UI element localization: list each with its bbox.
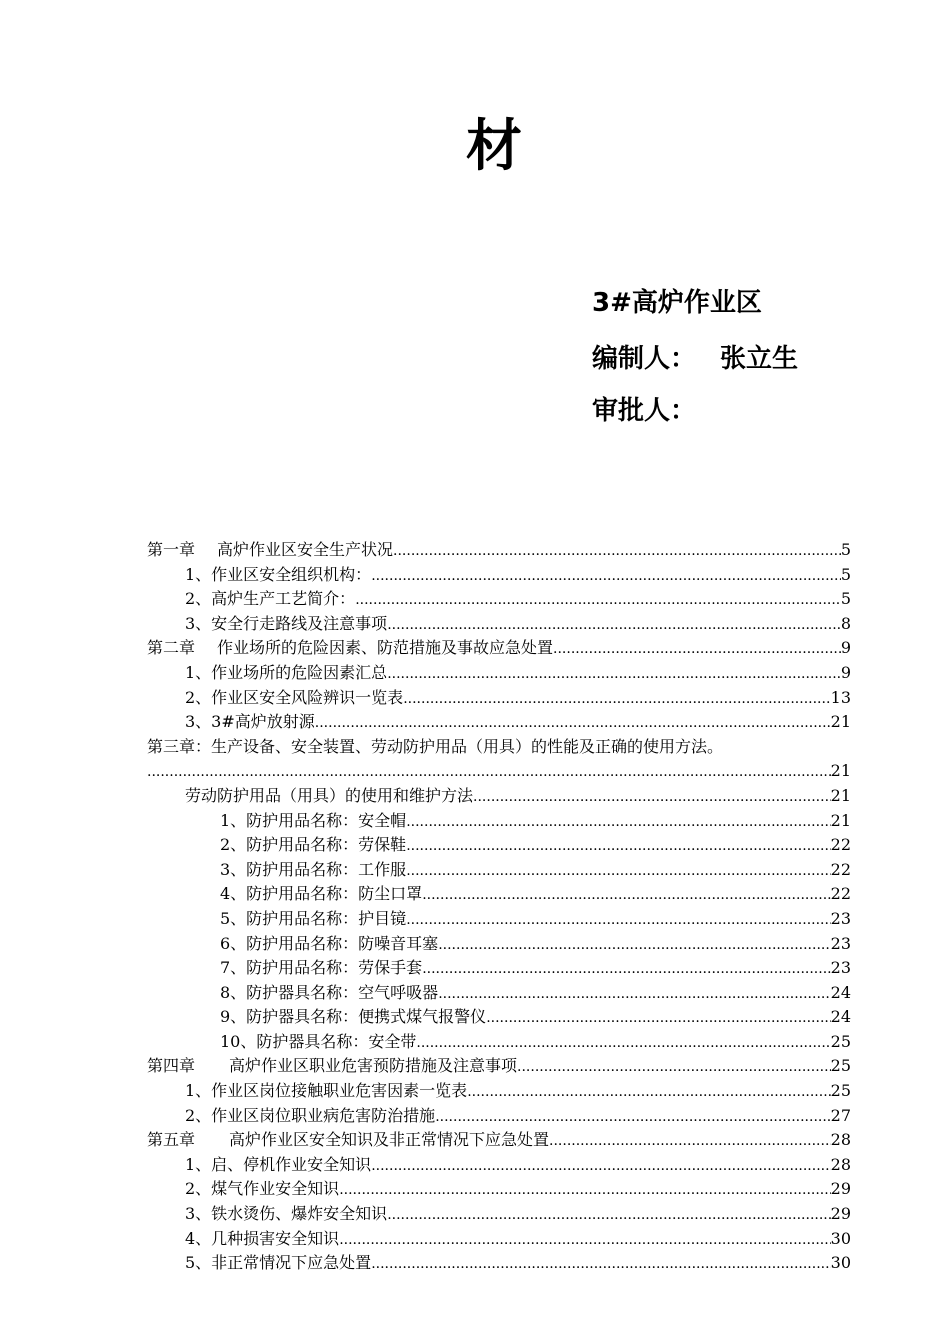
toc-page-number: 21: [830, 712, 851, 732]
toc-entry[interactable]: [147, 1030, 851, 1055]
toc-leader-dots: [147, 759, 831, 785]
toc-entry[interactable]: [147, 735, 851, 760]
toc-entry[interactable]: [147, 1227, 851, 1252]
toc-entry-title: 2、高炉生产工艺简介：: [185, 589, 356, 609]
toc-entry-title: 10、防护器具名称：安全带: [220, 1031, 417, 1051]
toc-entry-title: 1、作业场所的危险因素汇总: [185, 662, 388, 682]
toc-page-number: 25: [830, 1056, 851, 1076]
toc-entry[interactable]: [147, 1251, 851, 1276]
toc-leader-dots: [403, 686, 830, 712]
toc-page-number: 21: [830, 810, 851, 830]
toc-chapter-title: 高炉作业区安全生产状况: [217, 540, 394, 559]
author-label: 编制人：: [592, 344, 697, 374]
toc-leader-dots: [406, 809, 830, 835]
toc-entry-title: 9、防护器具名称：便携式煤气报警仪: [220, 1007, 487, 1027]
toc-leader-dots: [339, 1227, 830, 1253]
toc-leader-dots: [371, 1153, 830, 1179]
toc-page-number: 29: [830, 1179, 851, 1199]
toc-entry[interactable]: [147, 907, 851, 932]
toc-entry[interactable]: [147, 833, 851, 858]
toc-entry[interactable]: [147, 661, 851, 686]
toc-page-number: 23: [830, 908, 851, 928]
toc-entry-title: [147, 1128, 549, 1153]
toc-page-number: 24: [830, 982, 851, 1002]
toc-leader-dots: [467, 1079, 830, 1105]
toc-leader-dots: [371, 563, 841, 589]
toc-leader-dots: [473, 784, 831, 810]
toc-page-number: 9: [840, 662, 851, 682]
toc-chapter-number: 第一章: [147, 540, 196, 559]
toc-chapter-number: 第二章: [147, 638, 196, 658]
toc-entry[interactable]: [147, 932, 851, 957]
author-line: [592, 338, 798, 375]
toc-leader-dots: [486, 1005, 830, 1031]
toc-leader-dots: [435, 1104, 830, 1130]
toc-page-number: 25: [830, 1031, 851, 1051]
toc-entry-title: 1、作业区岗位接触职业危害因素一览表: [185, 1081, 468, 1101]
toc-leader-dots: [438, 981, 830, 1007]
toc-page-number: 5: [840, 540, 851, 559]
toc-entry[interactable]: [147, 882, 851, 907]
toc-page-number: 27: [830, 1105, 851, 1125]
toc-page-number: 9: [840, 638, 851, 658]
toc-page-number: 5: [840, 589, 851, 609]
toc-entry-title: 5、防护用品名称：护目镜: [220, 908, 407, 928]
toc-entry[interactable]: [147, 981, 851, 1006]
toc-leader-dots: [371, 1251, 830, 1277]
toc-leader-dots: [315, 710, 831, 736]
toc-entry-title: 3、3#高炉放射源: [185, 712, 315, 732]
cover-title-char: 材: [466, 114, 524, 179]
toc-entry-title: 5、非正常情况下应急处置: [185, 1253, 372, 1273]
toc-entry-title: 6、防护用品名称：防噪音耳塞: [220, 933, 439, 953]
toc-entry-title: 3、安全行走路线及注意事项: [185, 613, 388, 633]
toc-chapter-number: 第五章: [147, 1130, 196, 1150]
toc-page-number: 28: [830, 1154, 851, 1174]
toc-page-number: 8: [840, 613, 851, 633]
toc-entry[interactable]: [147, 587, 851, 612]
toc-page-number: 25: [830, 1081, 851, 1101]
toc-page-number: 28: [830, 1130, 851, 1150]
toc-leader-dots: [387, 1202, 830, 1228]
toc-entry-title: 4、几种损害安全知识: [185, 1228, 340, 1248]
toc-entry-title: 1、作业区安全组织机构：: [185, 564, 372, 584]
toc-page-number: 23: [830, 933, 851, 953]
toc-entry[interactable]: [147, 1128, 851, 1153]
toc-entry[interactable]: [147, 636, 851, 661]
toc-entry-title: 劳动防护用品（用具）的使用和维护方法: [185, 785, 474, 805]
toc-page-number: 30: [830, 1253, 851, 1273]
table-of-contents: [147, 538, 851, 1276]
toc-entry-title: 第三章：生产设备、安全装置、劳动防护用品（用具）的性能及正确的使用方法。: [147, 736, 724, 756]
toc-leader-dots: [416, 1030, 830, 1056]
toc-leader-dots: [339, 1177, 830, 1203]
toc-entry-title: 7、防护用品名称：劳保手套: [220, 958, 423, 978]
toc-leader-dots: [422, 882, 830, 908]
toc-entry[interactable]: [147, 563, 851, 588]
toc-page-number: 29: [830, 1204, 851, 1224]
toc-entry-title: 4、防护用品名称：防尘口罩: [220, 884, 423, 904]
toc-chapter-title: 高炉作业区职业危害预防措施及注意事项: [229, 1056, 518, 1076]
toc-entry[interactable]: [147, 1202, 851, 1227]
toc-entry-title: [147, 1054, 517, 1079]
toc-leader-dots: [406, 858, 830, 884]
toc-leader-dots: [387, 661, 841, 687]
toc-leader-dots: [517, 1054, 831, 1080]
toc-entry-title: 3、铁水烫伤、爆炸安全知识: [185, 1204, 388, 1224]
toc-page-number: 24: [830, 1007, 851, 1027]
toc-entry[interactable]: [147, 612, 851, 637]
toc-leader-dots: [406, 907, 830, 933]
toc-entry[interactable]: [147, 710, 851, 735]
toc-entry-title: 1、防护用品名称：安全帽: [220, 810, 407, 830]
toc-entry-title: 3、防护用品名称：工作服: [220, 859, 407, 879]
toc-entry-title: 2、防护用品名称：劳保鞋: [220, 835, 407, 855]
toc-entry[interactable]: [147, 858, 851, 883]
toc-page-number: 22: [830, 835, 851, 855]
toc-entry[interactable]: [147, 1104, 851, 1129]
toc-entry-title: 2、作业区岗位职业病危害防治措施: [185, 1105, 436, 1125]
toc-page-number: 21: [830, 785, 851, 805]
toc-chapter-number: 第四章: [147, 1056, 196, 1076]
dept-line: 3#高炉作业区: [592, 288, 762, 318]
toc-entry[interactable]: [147, 809, 851, 834]
toc-entry[interactable]: [147, 1054, 851, 1079]
toc-entry[interactable]: [147, 759, 851, 784]
toc-page-number: 5: [840, 564, 851, 584]
toc-leader-dots: [549, 1128, 831, 1154]
toc-entry-title: 1、启、停机作业安全知识: [185, 1154, 372, 1174]
toc-page-number: 13: [830, 687, 851, 707]
toc-page-number: 22: [830, 859, 851, 879]
toc-chapter-title: 作业场所的危险因素、防范措施及事故应急处置: [217, 638, 554, 658]
toc-entry[interactable]: [147, 686, 851, 711]
toc-entry[interactable]: [147, 1153, 851, 1178]
toc-page-number: 23: [830, 958, 851, 978]
toc-leader-dots: [553, 636, 841, 662]
toc-leader-dots: [422, 956, 830, 982]
toc-entry[interactable]: [147, 1005, 851, 1030]
toc-leader-dots: [387, 612, 841, 638]
toc-page-number: 30: [830, 1228, 851, 1248]
toc-entry[interactable]: [147, 784, 851, 809]
approver-line: 审批人：: [592, 396, 697, 426]
author-name: 张立生: [720, 344, 799, 374]
toc-entry[interactable]: [147, 1177, 851, 1202]
toc-entry-title: 8、防护器具名称：空气呼吸器: [220, 982, 439, 1002]
toc-entry-title: 2、煤气作业安全知识: [185, 1179, 340, 1199]
toc-leader-dots: [393, 538, 841, 564]
toc-entry-title: [147, 636, 553, 661]
toc-entry[interactable]: [147, 538, 851, 563]
toc-page-number: 21: [830, 761, 851, 781]
toc-entry[interactable]: [147, 956, 851, 981]
toc-leader-dots: [406, 833, 830, 859]
toc-chapter-title: 高炉作业区安全知识及非正常情况下应急处置: [229, 1130, 550, 1150]
toc-page-number: 22: [830, 884, 851, 904]
toc-leader-dots: [438, 932, 830, 958]
toc-leader-dots: [355, 587, 841, 613]
toc-entry-title: [147, 538, 393, 563]
toc-entry[interactable]: [147, 1079, 851, 1104]
toc-entry-title: 2、作业区安全风险辨识一览表: [185, 687, 404, 707]
